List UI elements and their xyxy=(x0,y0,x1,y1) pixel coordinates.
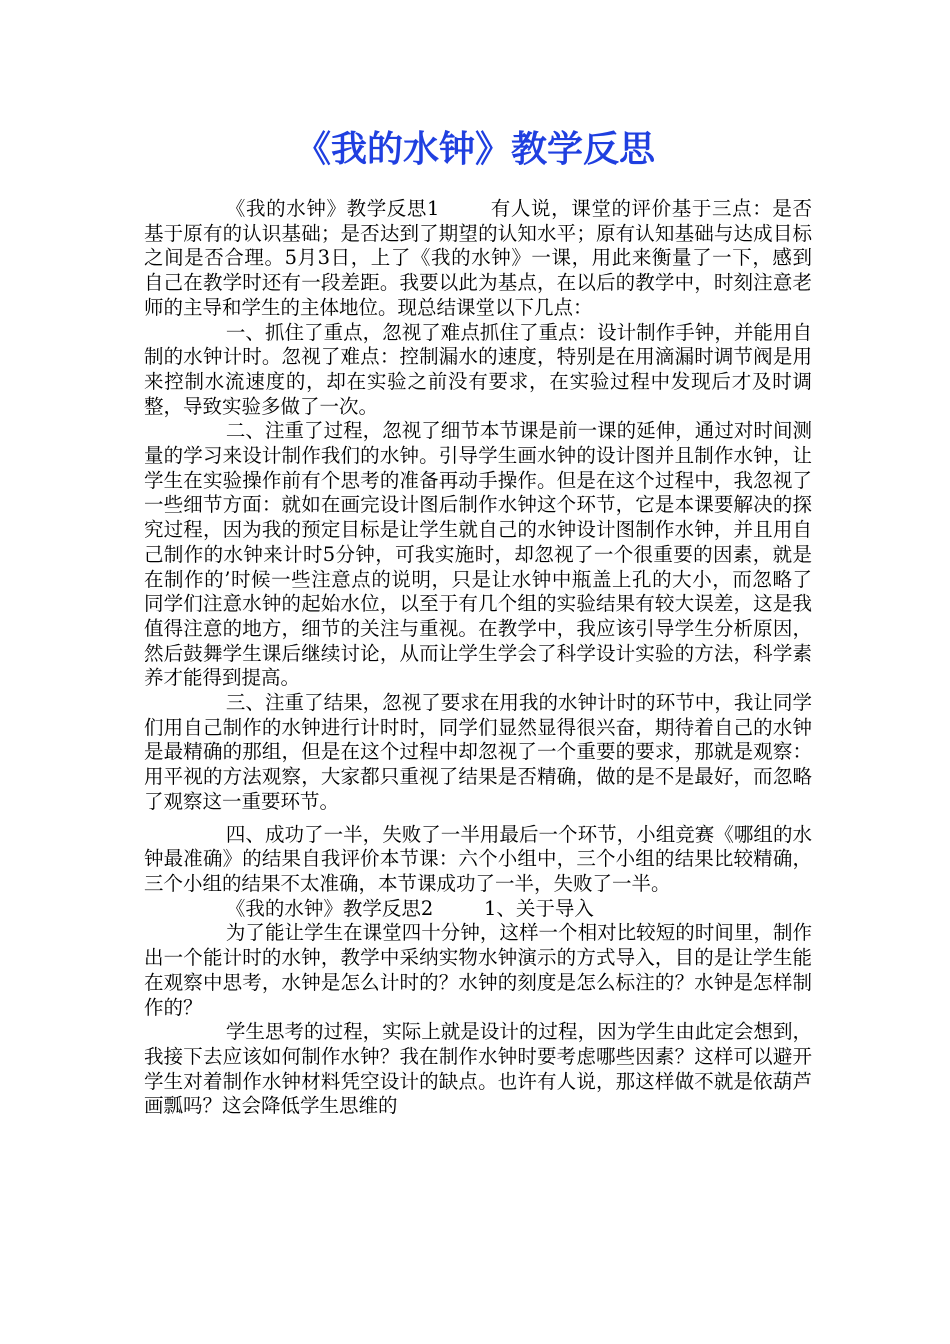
section-heading: 《我的水钟》教学反思2 xyxy=(225,896,434,920)
paragraph: 学生思考的过程，实际上就是设计的过程，因为学生由此定会想到，我接下去应该如何制作水钟？我在制作水钟时要考虑哪些因素？这样可以避开学生对着制作水钟材料凭空设计的缺点。也许有人说，那这样做不就是依葫芦画瓢吗？这会降低学生思维的 xyxy=(144,1020,812,1118)
paragraph: 四、成功了一半，失败了一半用最后一个环节，小组竞赛《哪组的水钟最准确》的结果自我评价本节课：六个小组中，三个小组的结果比较精确，三个小组的结果不太准确，本节课成功了一半，失败了一半。 xyxy=(144,822,812,895)
paragraph xyxy=(144,897,812,922)
paragraph: 二、注重了过程，忽视了细节本节课是前一课的延伸，通过对时间测量的学习来设计制作我们的水钟。引导学生画水钟的设计图并且制作水钟，让学生在实验操作前有个思考的准备再动手操作。但是在这个过程中，我忽视了一些细节方面：就如在画完设计图后制作水钟这个环节，它是本课要解决的探究过程，因为我的预定目标是让学生就自己的水钟设计图制作水钟，并且用自己制作的水钟来计时5分钟，可我实施时，却忽视了一个很重要的因素，就是在制作的’时候一些注意点的说明，只是让水钟中瓶盖上孔的大小，而忽略了同学们注意水钟的起始水位，以至于有几个组的实验结果有较大误差，这是我值得注意的地方，细节的关注与重视。在教学中，我应该引导学生分析原因，然后鼓舞学生课后继续讨论，从而让学生学会了科学设计实验的方法，科学素养才能得到提高。 xyxy=(144,419,812,690)
paragraph: 为了能让学生在课堂四十分钟，这样一个相对比较短的时间里，制作出一个能计时的水钟，教学中采纳实物水钟演示的方式导入，目的是让学生能在观察中思考，水钟是怎么计时的？水钟的刻度是怎么标注的？水钟是怎样制作的？ xyxy=(144,921,812,1019)
document-body xyxy=(144,197,812,1119)
document-title: 《我的水钟》教学反思 xyxy=(294,129,655,170)
paragraph-text: 有人说，课堂的评价基于三点：是否基于原有的认识基础；是否达到了期望的认知水平；原有认知基础与达成目标之间是否合理。5月3日，上了《我的水钟》一课，用此来衡量了一下，感到自己在教学时还有一段差距。我要以此为基点，在以后的教学中，时刻注意老师的主导和学生的主体地位。现总结课堂以下几点： xyxy=(144,197,812,319)
paragraph-text: 1、关于导入 xyxy=(484,896,594,920)
paragraph: 一、抓住了重点，忽视了难点抓住了重点：设计制作手钟，并能用自制的水钟计时。忽视了难点：控制漏水的速度，特别是在用滴漏时调节阀是用来控制水流速度的，却在实验之前没有要求，在实验过程中发现后才及时调整，导致实验多做了一次。 xyxy=(144,320,812,418)
paragraph xyxy=(144,197,812,321)
paragraph: 三、注重了结果，忽视了要求在用我的水钟计时的环节中，我让同学们用自己制作的水钟进行计时时，同学们显然显得很兴奋，期待着自己的水钟是最精确的那组，但是在这个过程中却忽视了一个重要的要求，那就是观察：用平视的方法观察，大家都只重视了结果是否精确，做的是不是最好，而忽略了观察这一重要环节。 xyxy=(144,691,812,813)
section-heading: 《我的水钟》教学反思1 xyxy=(225,197,440,220)
